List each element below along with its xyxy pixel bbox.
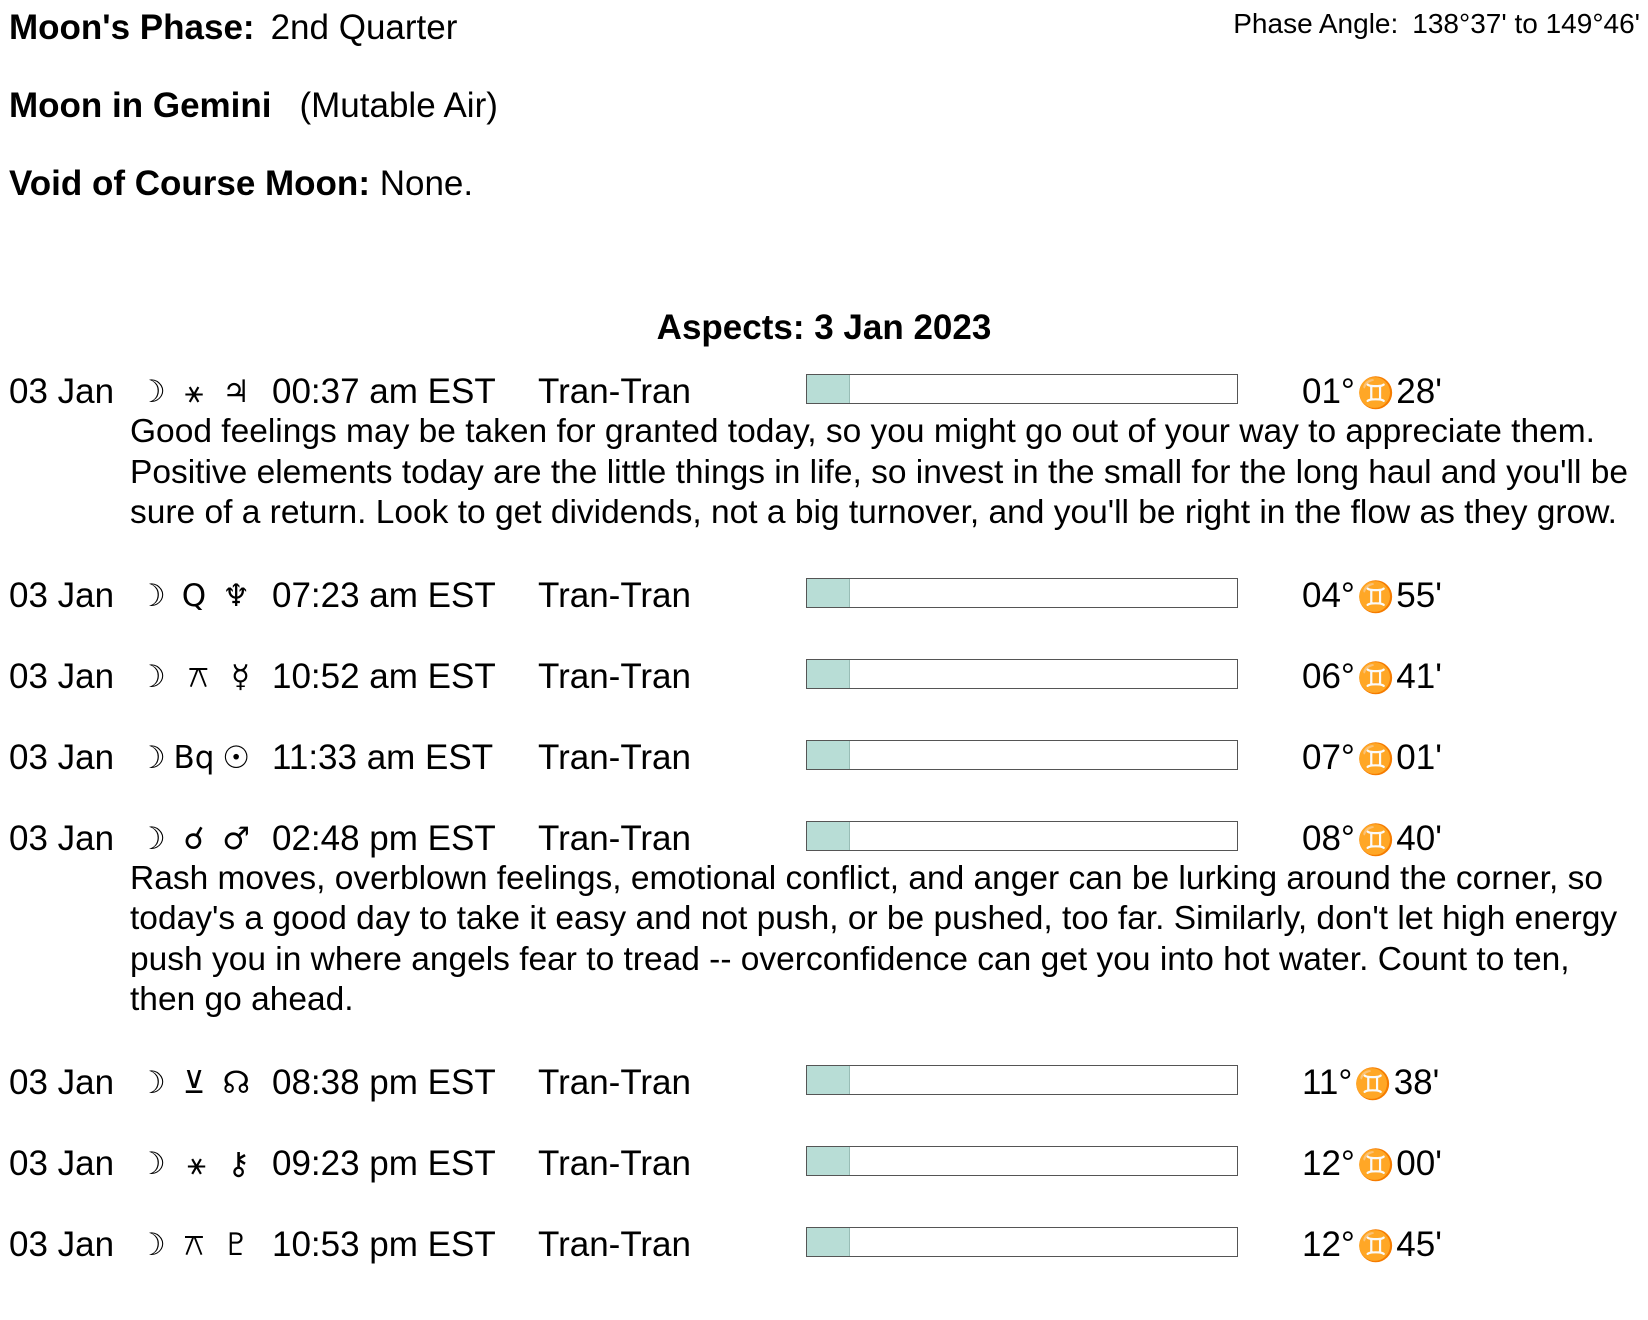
pluto-icon: ♇ [222, 1226, 250, 1263]
aspect-row [0, 1061, 1648, 1103]
aspect-strength-fill [807, 1147, 850, 1175]
aspect-mode: Tran-Tran [538, 1224, 691, 1264]
aspect-item [0, 1223, 1648, 1304]
moon-sign-element: (Mutable Air) [299, 86, 498, 125]
moon-icon: ☽ [138, 820, 166, 857]
gemini-icon: ♊ [1356, 822, 1395, 858]
gemini-icon: ♊ [1356, 1228, 1395, 1264]
aspect-mode: Tran-Tran [538, 1062, 691, 1102]
north-node-icon: ☊ [222, 1064, 250, 1101]
aspect-row [0, 574, 1648, 616]
quintile-icon: Q [181, 577, 207, 614]
moon-phase-line [9, 8, 457, 48]
void-of-course-label: Void of Course Moon: [9, 164, 370, 203]
aspect-strength-bar [806, 1065, 1238, 1095]
aspect-mode: Tran-Tran [538, 372, 691, 411]
position-minute: 41' [1396, 656, 1442, 696]
aspect-glyphs [138, 578, 250, 614]
position-degree: 12° [1302, 1224, 1355, 1264]
gemini-icon: ♊ [1356, 376, 1395, 411]
moon-phase-value: 2nd Quarter [270, 8, 458, 47]
gemini-icon: ♊ [1356, 660, 1395, 696]
chiron-icon: ⚷ [227, 1145, 250, 1182]
aspect-strength-fill [807, 579, 850, 607]
aspect-position [1302, 738, 1442, 778]
aspect-glyphs [138, 1065, 250, 1101]
aspect-strength-fill [807, 1228, 850, 1256]
gemini-icon: ♊ [1356, 1147, 1395, 1183]
aspect-date: 03 Jan [9, 372, 115, 411]
aspect-strength-bar [806, 1146, 1238, 1176]
position-degree: 07° [1302, 737, 1355, 777]
aspect-strength-fill [807, 375, 850, 403]
position-degree: 11° [1302, 1062, 1353, 1102]
moon-phase-label: Moon's Phase: [9, 8, 255, 47]
aspect-time: 09:23 pm EST [272, 1143, 496, 1183]
mars-icon: ♂ [222, 820, 250, 857]
aspect-item [0, 370, 1648, 574]
aspect-position [1302, 1063, 1439, 1103]
aspect-item [0, 817, 1648, 1061]
aspect-time: 02:48 pm EST [272, 818, 496, 858]
position-degree: 12° [1302, 1143, 1355, 1183]
aspect-strength-fill [807, 1066, 850, 1094]
aspect-strength-bar [806, 659, 1238, 689]
phase-angle-value: 138°37' to 149°46' [1412, 8, 1640, 39]
aspect-strength-bar [806, 821, 1238, 851]
aspect-position [1302, 819, 1442, 859]
aspect-row [0, 655, 1648, 697]
sextile-icon: ⚹ [187, 1145, 206, 1182]
aspect-time: 10:53 pm EST [272, 1224, 496, 1264]
aspect-glyphs [138, 659, 250, 696]
aspect-strength-bar [806, 740, 1238, 770]
aspect-list [0, 370, 1648, 1304]
aspect-position [1302, 1225, 1442, 1265]
aspect-row [0, 1223, 1648, 1265]
gemini-icon: ♊ [1354, 1066, 1392, 1102]
aspect-row [0, 1142, 1648, 1184]
biquintile-icon: Bq [173, 739, 215, 776]
semisextile-icon: ⊻ [182, 1064, 206, 1101]
aspect-time: 10:52 am EST [272, 656, 496, 696]
quincunx-icon: ⚻ [183, 1226, 205, 1263]
aspect-time: 11:33 am EST [272, 737, 494, 777]
aspect-mode: Tran-Tran [538, 575, 691, 615]
aspect-position [1302, 657, 1442, 697]
moon-icon: ☽ [138, 658, 166, 695]
aspect-date: 03 Jan [9, 818, 115, 858]
aspect-position [1302, 576, 1442, 616]
moon-sign-label: Moon in Gemini [9, 86, 272, 125]
aspect-date: 03 Jan [9, 575, 115, 615]
aspect-mode: Tran-Tran [538, 656, 691, 696]
aspect-time: 00:37 am EST [272, 372, 496, 411]
gemini-icon: ♊ [1356, 579, 1395, 615]
aspect-item [0, 1142, 1648, 1223]
phase-angle-label: Phase Angle: [1233, 8, 1399, 39]
position-degree: 08° [1302, 818, 1355, 858]
moon-icon: ☽ [138, 374, 166, 410]
aspect-item [0, 574, 1648, 655]
aspect-glyphs [138, 1227, 250, 1264]
phase-angle [1233, 8, 1640, 40]
aspect-glyphs [138, 821, 250, 857]
moon-sign-line [9, 86, 498, 126]
position-minute: 00' [1396, 1143, 1442, 1183]
aspect-strength-bar [806, 1227, 1238, 1257]
neptune-icon: ♆ [222, 577, 250, 614]
moon-icon: ☽ [138, 1064, 166, 1101]
position-minute: 55' [1396, 575, 1442, 615]
aspect-strength-bar [806, 374, 1238, 404]
position-minute: 38' [1393, 1062, 1440, 1102]
aspect-strength-fill [807, 741, 850, 769]
jupiter-icon: ♃ [222, 374, 250, 410]
moon-icon: ☽ [138, 739, 166, 776]
void-of-course-value: None. [379, 164, 474, 203]
aspect-position [1302, 372, 1442, 412]
position-minute: 45' [1396, 1224, 1442, 1264]
aspect-time: 07:23 am EST [272, 575, 496, 615]
aspect-description: Good feelings may be taken for granted today, so you might go out of your way to appreciate them. Positive elements today are the little things in life, so invest in the small for the long haul and you'll be sure of a return. Look to get dividends, not a big turnover, and you'll be right in the flow as they grow. [130, 413, 1628, 531]
position-minute: 40' [1396, 818, 1442, 858]
aspect-glyphs [138, 374, 250, 411]
moon-icon: ☽ [138, 1226, 166, 1263]
aspect-mode: Tran-Tran [538, 1143, 691, 1183]
moon-icon: ☽ [138, 1145, 166, 1182]
aspect-strength-bar [806, 578, 1238, 608]
aspect-strength-fill [807, 822, 850, 850]
aspect-strength-fill [807, 660, 850, 688]
aspect-mode: Tran-Tran [538, 737, 691, 777]
position-degree: 06° [1302, 656, 1355, 696]
sun-icon: ☉ [222, 739, 250, 776]
conjunction-icon: ☌ [183, 820, 205, 857]
aspect-description: Rash moves, overblown feelings, emotional conflict, and anger can be lurking around the corner, so today's a good day to take it easy and not push, or be pushed, too far. Similarly, don't let high energy push you in where angels fear to tread -- overconfidence can get you into hot water. Count to ten, then go ahead. [130, 859, 1618, 1018]
gemini-icon: ♊ [1356, 741, 1395, 777]
aspect-date: 03 Jan [9, 1143, 115, 1183]
aspect-item [0, 736, 1648, 817]
aspect-date: 03 Jan [9, 656, 115, 696]
aspect-date: 03 Jan [9, 1224, 115, 1264]
aspect-glyphs [138, 740, 250, 776]
aspect-date: 03 Jan [9, 1062, 115, 1102]
position-minute: 01' [1396, 737, 1442, 777]
position-minute: 28' [1396, 372, 1442, 411]
aspect-date: 03 Jan [9, 737, 115, 777]
position-degree: 04° [1302, 575, 1355, 615]
sextile-icon: ⚹ [184, 374, 204, 410]
aspect-glyphs [138, 1146, 250, 1183]
aspect-row [0, 370, 1648, 412]
moon-icon: ☽ [138, 577, 166, 614]
aspect-time: 08:38 pm EST [272, 1062, 496, 1102]
mercury-icon: ☿ [230, 658, 250, 695]
aspect-item [0, 655, 1648, 736]
aspect-item [0, 1061, 1648, 1142]
position-degree: 01° [1302, 372, 1355, 411]
aspect-row [0, 736, 1648, 778]
aspect-row [0, 817, 1648, 859]
aspect-position [1302, 1144, 1442, 1184]
quincunx-icon: ⚻ [188, 658, 209, 695]
aspects-title: Aspects: 3 Jan 2023 [656, 308, 992, 347]
aspect-mode: Tran-Tran [538, 818, 691, 858]
void-of-course-line [9, 164, 473, 204]
